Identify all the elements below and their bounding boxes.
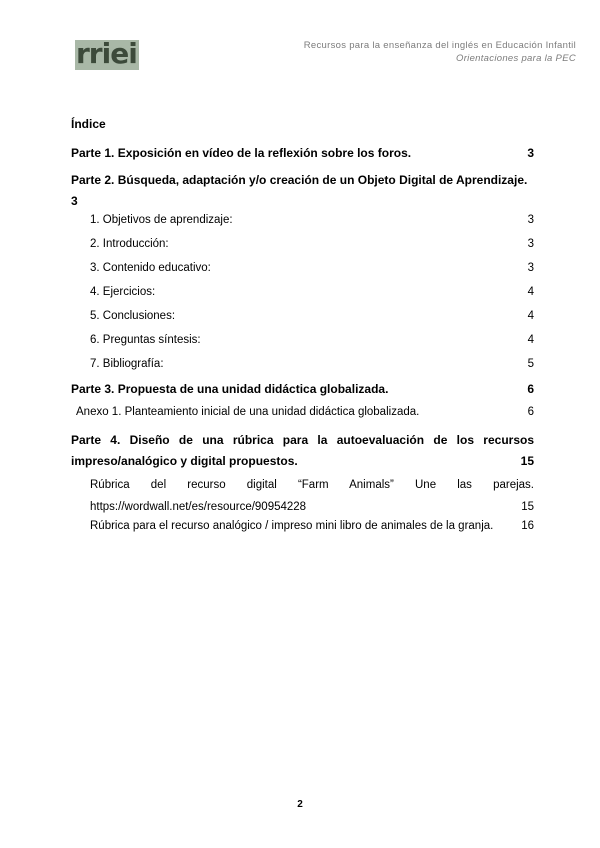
page-number: 2: [297, 799, 303, 810]
toc-entry-label: Anexo 1. Planteamiento inicial de una unidad didáctica globalizada.: [76, 406, 420, 418]
toc-entry-label: Parte 3. Propuesta de una unidad didáctica globalizada.: [71, 382, 389, 396]
toc-entry-label-line1: Parte 4. Diseño de una rúbrica para la autoevaluación de los recursos: [71, 433, 534, 447]
toc-entry-label-line1: Rúbrica del recurso digital “Farm Animals” Une las parejas.: [90, 479, 534, 491]
toc-entry-label-line2: impreso/analógico y digital propuestos.: [71, 454, 298, 468]
toc-entry-label: Parte 2. Búsqueda, adaptación y/o creación de un Objeto Digital de Aprendizaje.: [71, 173, 528, 187]
toc-entry-page: 4: [527, 310, 534, 322]
toc-entry-page: 3: [527, 238, 534, 250]
toc-entry-part3[interactable]: [71, 382, 534, 406]
toc-entry-page: 3: [527, 214, 534, 226]
toc-entry-label: 7. Bibliografía:: [90, 358, 164, 370]
toc-entry-page: 5: [527, 358, 534, 370]
toc-entry-rubric-analog[interactable]: [71, 520, 534, 544]
toc-entry-label: 4. Ejercicios:: [90, 286, 156, 298]
part2-subentries: [71, 214, 534, 382]
toc-subentry-5[interactable]: [71, 310, 534, 334]
toc-entry-page: 15: [521, 501, 534, 513]
rriei-logo: [75, 40, 139, 70]
toc-entry-url: https://wordwall.net/es/resource/90954228: [90, 501, 307, 513]
toc-entry-page: 16: [521, 520, 534, 532]
toc-entry-label: 6. Preguntas síntesis:: [90, 334, 201, 346]
toc-entry-part4[interactable]: [71, 430, 534, 474]
toc-entry-label: 5. Conclusiones:: [90, 310, 176, 322]
toc-title: Índice: [71, 117, 106, 131]
running-header: [304, 39, 576, 65]
toc-entry-page: 15: [520, 454, 534, 468]
header-title: Recursos para la enseñanza del inglés en Educación Infantil: [303, 40, 576, 51]
toc-entry-label: 2. Introducción:: [90, 238, 169, 250]
toc-entry-page: 3: [527, 262, 534, 274]
toc-subentry-7[interactable]: [71, 358, 534, 382]
toc-subentry-2[interactable]: [71, 238, 534, 262]
header-subtitle: Orientaciones para la PEC: [456, 53, 576, 64]
toc-entry-label: 1. Objetivos de aprendizaje:: [90, 214, 233, 226]
toc-entry-label: Parte 1. Exposición en vídeo de la reflexión sobre los foros.: [71, 146, 412, 160]
toc-entry-page: 6: [527, 406, 534, 418]
toc-entry-label: 3. Contenido educativo:: [90, 262, 211, 274]
toc-subentry-6[interactable]: [71, 334, 534, 358]
toc-entry-annex1[interactable]: [71, 406, 534, 430]
toc-subentry-1[interactable]: [71, 214, 534, 238]
logo-text: rriei: [76, 40, 137, 70]
toc-entry-page: 6: [527, 382, 534, 396]
toc-entry-part1[interactable]: [71, 146, 534, 170]
toc-entry-part2[interactable]: [71, 170, 534, 214]
toc-entry-label: Rúbrica para el recurso analógico / impreso mini libro de animales de la granja.: [90, 520, 494, 532]
toc-entry-rubric-digital[interactable]: [71, 474, 534, 520]
toc-entry-page: 4: [527, 286, 534, 298]
toc-entry-page: 3: [71, 194, 78, 208]
toc-subentry-4[interactable]: [71, 286, 534, 310]
toc-subentry-3[interactable]: [71, 262, 534, 286]
toc-entry-page: 4: [527, 334, 534, 346]
toc-entry-page: 3: [527, 146, 534, 160]
table-of-contents: [71, 146, 534, 544]
